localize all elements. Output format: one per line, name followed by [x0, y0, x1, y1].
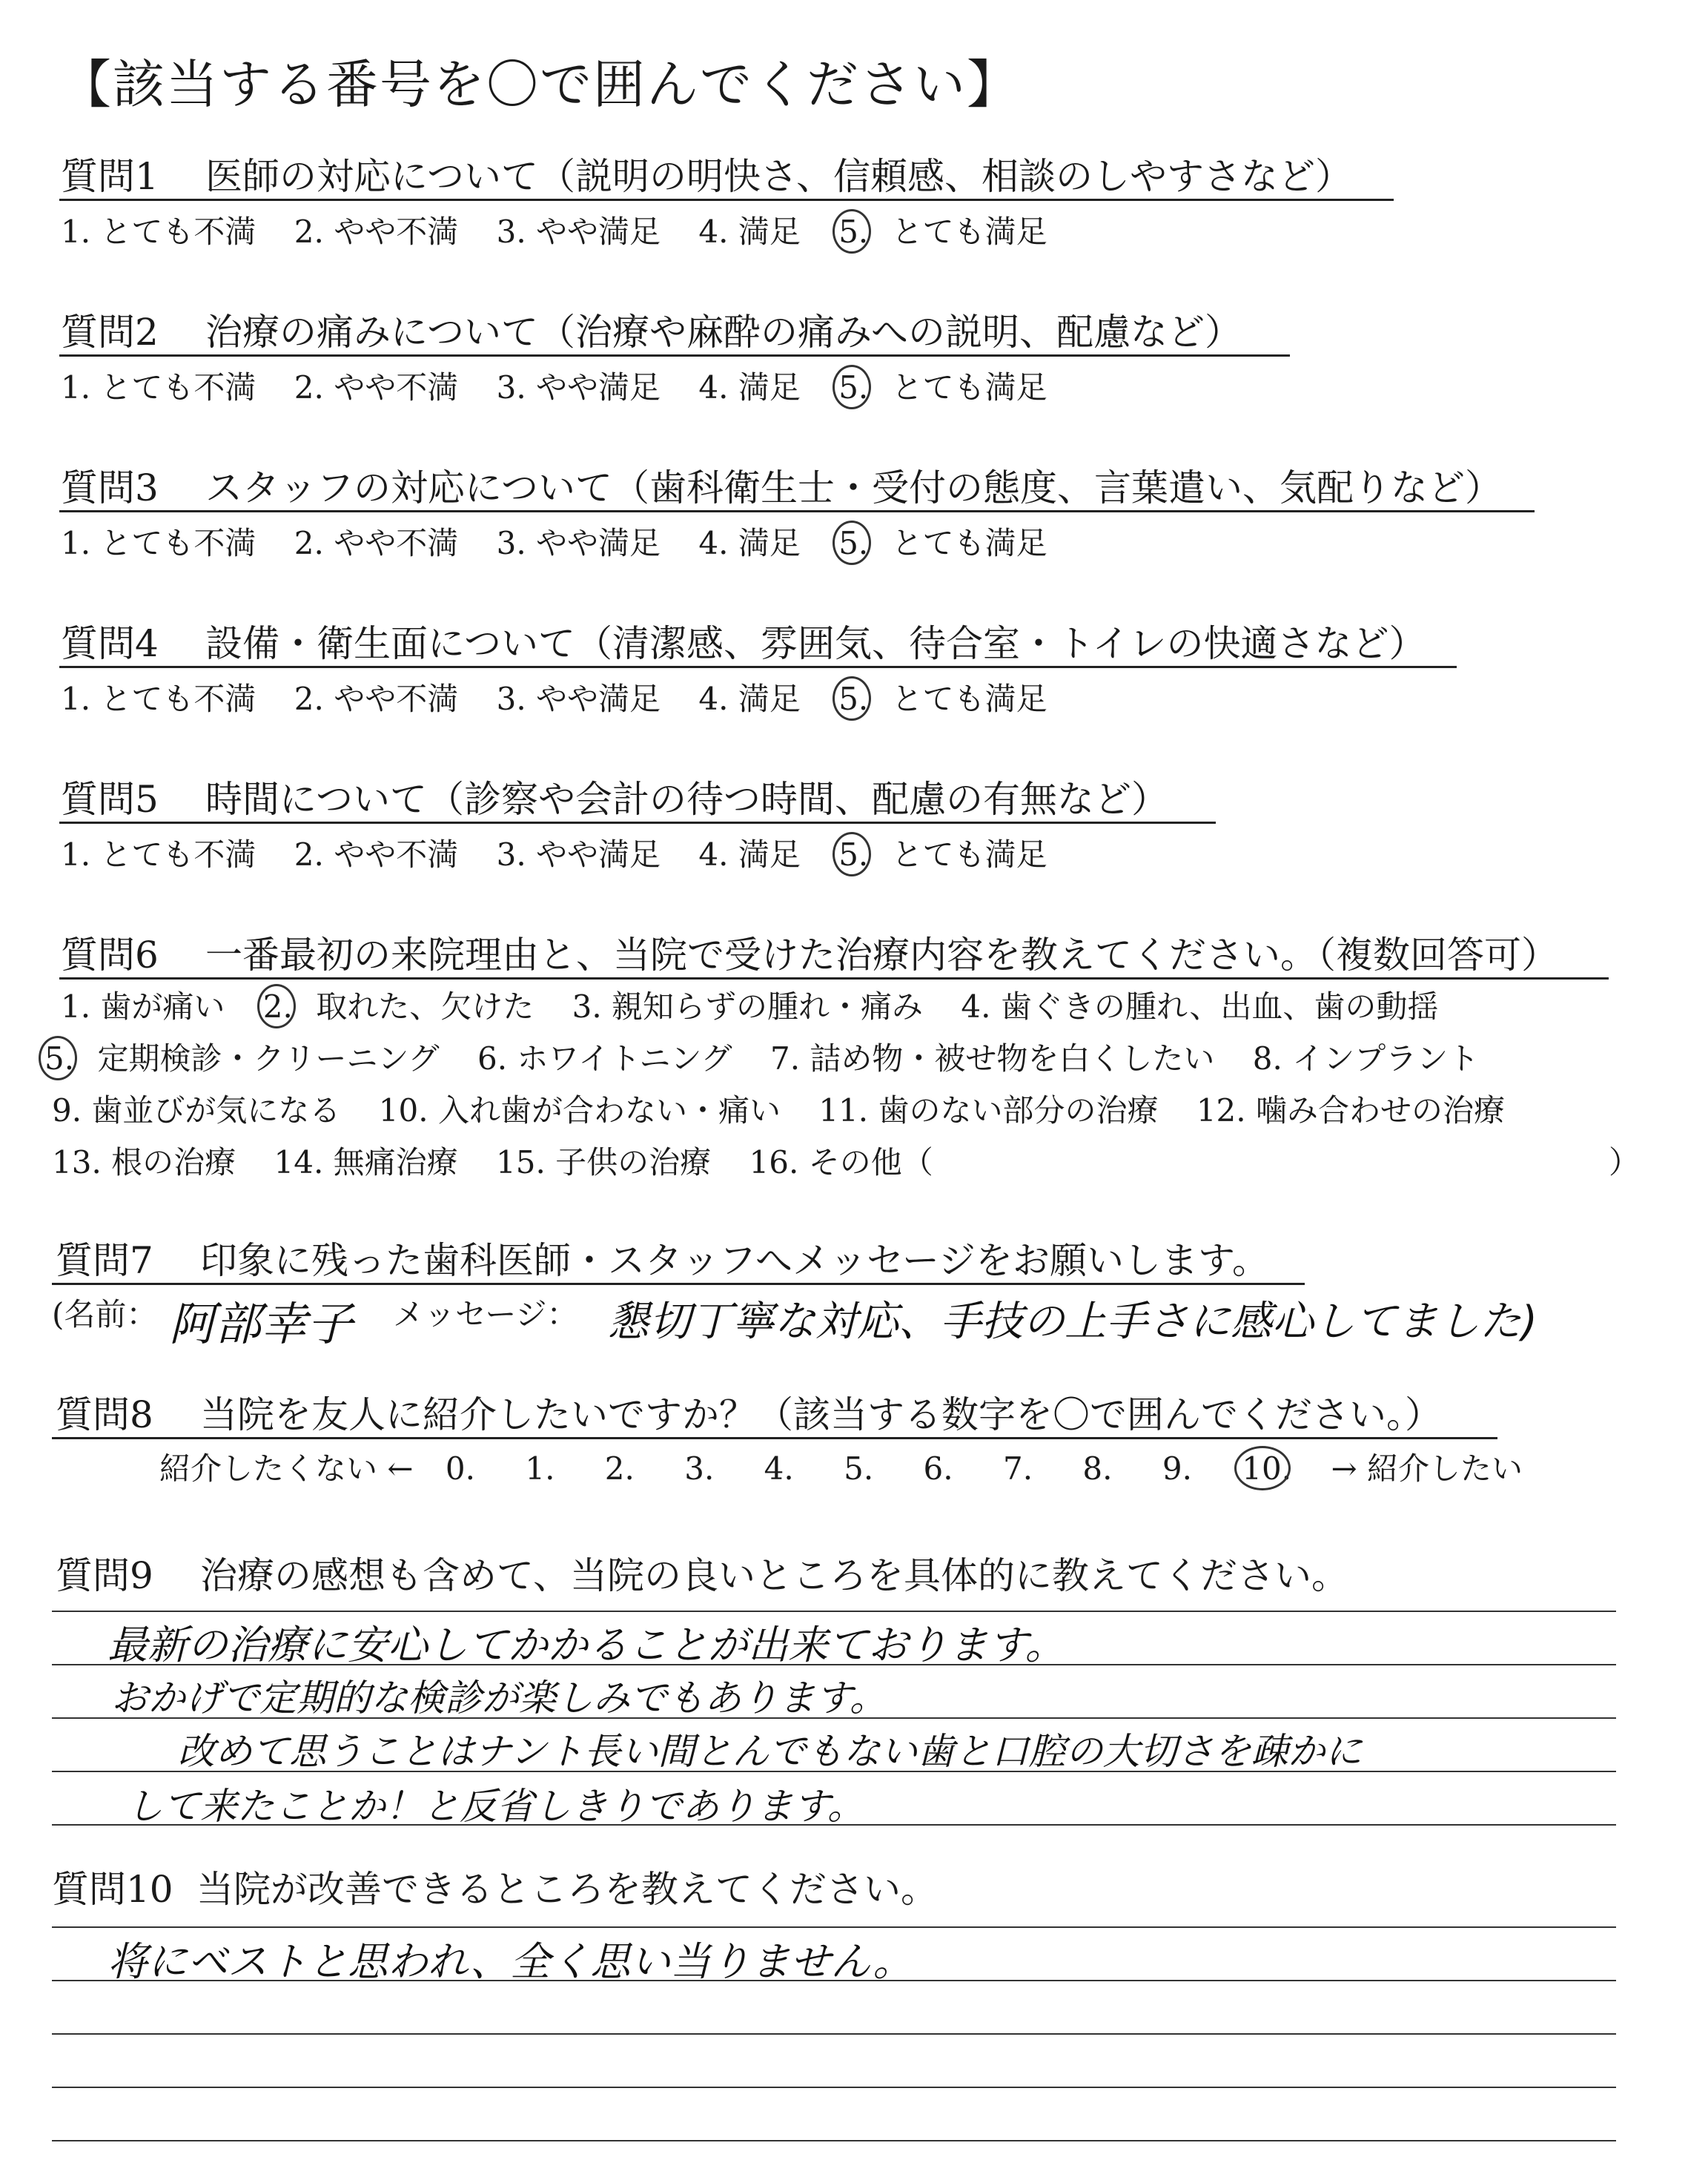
question-6-row-2 — [44, 1034, 1507, 1079]
q8-left-label: 紹介したくない ← — [159, 1450, 414, 1487]
question-1-label: 質問1 — [61, 155, 159, 198]
question-6-row-4 — [52, 1138, 961, 1183]
option-3[interactable]: 3. やや満足 — [496, 836, 661, 873]
question-4-options — [61, 675, 1076, 719]
option-3[interactable]: 3. やや満足 — [496, 681, 661, 717]
q6-option-9[interactable]: 9. 歯並びが気になる — [52, 1092, 341, 1129]
q9-rule-1 — [52, 1611, 1616, 1612]
question-10-text: 当院が改善できるところを教えてください。 — [196, 1868, 938, 1911]
q7-name-label: (名前： — [52, 1296, 158, 1332]
question-5-label: 質問5 — [61, 778, 159, 821]
question-10-label: 質問10 — [52, 1868, 173, 1911]
form-header: 【該当する番号を〇で囲んでください】 — [59, 54, 1020, 115]
option-5-selected[interactable]: 5. — [838, 836, 869, 873]
q8-num-2[interactable]: 2. — [604, 1450, 635, 1487]
q6-option-13[interactable]: 13. 根の治療 — [52, 1144, 236, 1180]
q6-option-11[interactable]: 11. 歯のない部分の治療 — [818, 1092, 1159, 1129]
q6-option-7[interactable]: 7. 詰め物・被せ物を白くしたい — [769, 1040, 1215, 1077]
q6-option-8[interactable]: 8. インプラント — [1252, 1040, 1480, 1077]
question-6-row-3 — [52, 1086, 1533, 1131]
q8-num-1[interactable]: 1. — [525, 1450, 555, 1487]
question-5-underline — [59, 822, 1216, 824]
option-2[interactable]: 2. やや不満 — [294, 214, 459, 250]
q8-num-7[interactable]: 7. — [1002, 1450, 1033, 1487]
option-5-label: とても満足 — [891, 681, 1047, 717]
question-5-text: 時間について（診察や会計の待つ時間、配慮の有無など） — [205, 778, 1168, 821]
q6-option-5-selected[interactable]: 5. — [44, 1040, 75, 1077]
question-8-text: 当院を友人に紹介したいですか？（該当する数字を〇で囲んでください。） — [200, 1393, 1442, 1436]
question-3-options — [61, 519, 1076, 564]
question-6-title — [61, 925, 1558, 979]
q6-option-4[interactable]: 4. 歯ぐきの腫れ、出血、歯の動揺 — [961, 988, 1439, 1025]
question-9-text: 治療の感想も含めて、当院の良いところを具体的に教えてください。 — [200, 1554, 1348, 1597]
question-6-label: 質問6 — [61, 934, 159, 977]
question-4-title — [61, 614, 1426, 667]
q7-message-label: メッセージ： — [393, 1296, 578, 1332]
option-3[interactable]: 3. やや満足 — [496, 369, 661, 406]
question-2-options — [61, 363, 1076, 408]
question-6-text: 一番最初の来院理由と、当院で受けた治療内容を教えてください。（複数回答可） — [205, 934, 1558, 977]
q6-option-14[interactable]: 14. 無痛治療 — [274, 1144, 458, 1180]
question-10-title — [52, 1860, 938, 1913]
option-1[interactable]: 1. とても不満 — [61, 369, 256, 406]
q8-num-3[interactable]: 3. — [684, 1450, 715, 1487]
question-9-label: 質問9 — [56, 1554, 153, 1597]
option-5-selected[interactable]: 5. — [838, 214, 869, 250]
question-8-underline — [52, 1437, 1497, 1439]
option-2[interactable]: 2. やや不満 — [294, 369, 459, 406]
option-5-selected[interactable]: 5. — [838, 681, 869, 717]
option-1[interactable]: 1. とても不満 — [61, 836, 256, 873]
question-7-label: 質問7 — [56, 1239, 153, 1282]
option-4[interactable]: 4. 満足 — [698, 681, 801, 717]
q6-option-12[interactable]: 12. 噛み合わせの治療 — [1196, 1092, 1505, 1129]
question-8-title — [56, 1385, 1442, 1439]
q6-option-16[interactable]: 16. その他（ — [749, 1144, 933, 1180]
question-8-scale — [159, 1444, 1551, 1489]
option-5-selected[interactable]: 5. — [838, 525, 869, 561]
q6-option-3[interactable]: 3. 親知らずの腫れ・痛み — [572, 988, 924, 1025]
option-4[interactable]: 4. 満足 — [698, 836, 801, 873]
question-3-text: スタッフの対応について（歯科衛生士・受付の態度、言葉遣い、気配りなど） — [205, 466, 1502, 509]
question-9-title — [56, 1546, 1348, 1599]
q10-answer-line-1[interactable]: 将にベストと思われ、全く思い当りません。 — [107, 1938, 913, 1985]
option-2[interactable]: 2. やや不満 — [294, 525, 459, 561]
q7-message-value[interactable]: 懇切丁寧な対応、手技の上手さに感心してました) — [608, 1298, 1537, 1346]
q6-option-10[interactable]: 10. 入れ歯が合わない・痛い — [378, 1092, 781, 1129]
question-7-text: 印象に残った歯科医師・スタッフへメッセージをお願いします。 — [200, 1239, 1269, 1282]
q9-answer-line-3[interactable]: 改めて思うことはナント長い間とんでもない歯と口腔の大切さを疎かに — [178, 1730, 1363, 1773]
option-2[interactable]: 2. やや不満 — [294, 836, 459, 873]
question-6-underline — [59, 977, 1609, 980]
question-1-text: 医師の対応について（説明の明快さ、信頼感、相談のしやすさなど） — [205, 155, 1352, 198]
question-5-title — [61, 770, 1168, 823]
option-1[interactable]: 1. とても不満 — [61, 214, 256, 250]
q8-num-8[interactable]: 8. — [1082, 1450, 1113, 1487]
question-7-underline — [52, 1283, 1305, 1285]
q9-answer-line-4[interactable]: して来たことか！と反省しきりであります。 — [126, 1785, 864, 1828]
question-2-label: 質問2 — [61, 311, 159, 354]
q6-option-6[interactable]: 6. ホワイトニング — [477, 1040, 732, 1077]
q6-option-2-label: 取れた、欠けた — [316, 988, 534, 1025]
q6-option-1[interactable]: 1. 歯が痛い — [61, 988, 225, 1025]
q6-option-2-selected[interactable]: 2. — [262, 988, 293, 1025]
question-3-title — [61, 458, 1502, 512]
q10-rule-3 — [52, 2033, 1616, 2035]
q6-other-close-paren: ） — [1609, 1144, 1641, 1180]
q10-rule-1 — [52, 1926, 1616, 1928]
q8-num-10-selected[interactable]: 10. — [1242, 1450, 1292, 1487]
question-3-underline — [59, 510, 1535, 512]
q8-right-label: → 紹介したい — [1331, 1450, 1523, 1487]
q6-option-15[interactable]: 15. 子供の治療 — [496, 1144, 712, 1180]
question-4-text: 設備・衛生面について（清潔感、雰囲気、待合室・トイレの快適さなど） — [205, 622, 1426, 665]
option-3[interactable]: 3. やや満足 — [496, 214, 661, 250]
option-1[interactable]: 1. とても不満 — [61, 525, 256, 561]
option-3[interactable]: 3. やや満足 — [496, 525, 661, 561]
question-5-options — [61, 830, 1076, 875]
option-5-label: とても満足 — [891, 525, 1047, 561]
q8-num-5[interactable]: 5. — [844, 1450, 874, 1487]
option-4[interactable]: 4. 満足 — [698, 214, 801, 250]
q10-rule-4 — [52, 2087, 1616, 2088]
q9-answer-line-2[interactable]: おかげで定期的な検診が楽しみでもあります。 — [111, 1677, 887, 1720]
q8-num-0[interactable]: 0. — [445, 1450, 475, 1487]
question-1-title — [61, 147, 1352, 200]
option-5-label: とても満足 — [891, 836, 1047, 873]
question-2-underline — [59, 354, 1290, 357]
question-2-text: 治療の痛みについて（治療や麻酔の痛みへの説明、配慮など） — [205, 311, 1242, 354]
option-5-label: とても満足 — [891, 214, 1047, 250]
question-6-row-1 — [61, 982, 1466, 1027]
question-1-underline — [59, 199, 1394, 201]
option-1[interactable]: 1. とても不満 — [61, 681, 256, 717]
question-4-label: 質問4 — [61, 622, 159, 665]
option-4[interactable]: 4. 満足 — [698, 525, 801, 561]
q10-rule-5 — [52, 2140, 1616, 2141]
q8-num-4[interactable]: 4. — [764, 1450, 794, 1487]
question-8-label: 質問8 — [56, 1393, 153, 1436]
option-4[interactable]: 4. 満足 — [698, 369, 801, 406]
q8-num-6[interactable]: 6. — [923, 1450, 953, 1487]
q6-option-5-label: 定期検診・クリーニング — [97, 1040, 440, 1077]
question-4-underline — [59, 666, 1457, 668]
option-5-selected[interactable]: 5. — [838, 369, 869, 406]
question-1-options — [61, 208, 1076, 252]
q9-answer-line-1[interactable]: 最新の治療に安心してかかることが出来ております。 — [107, 1622, 1065, 1668]
q8-num-9[interactable]: 9. — [1162, 1450, 1192, 1487]
option-2[interactable]: 2. やや不満 — [294, 681, 459, 717]
q7-name-value[interactable]: 阿部幸子 — [169, 1297, 354, 1351]
option-5-label: とても満足 — [891, 369, 1047, 406]
question-3-label: 質問3 — [61, 466, 159, 509]
question-7-title — [56, 1231, 1269, 1284]
question-2-title — [61, 303, 1242, 356]
